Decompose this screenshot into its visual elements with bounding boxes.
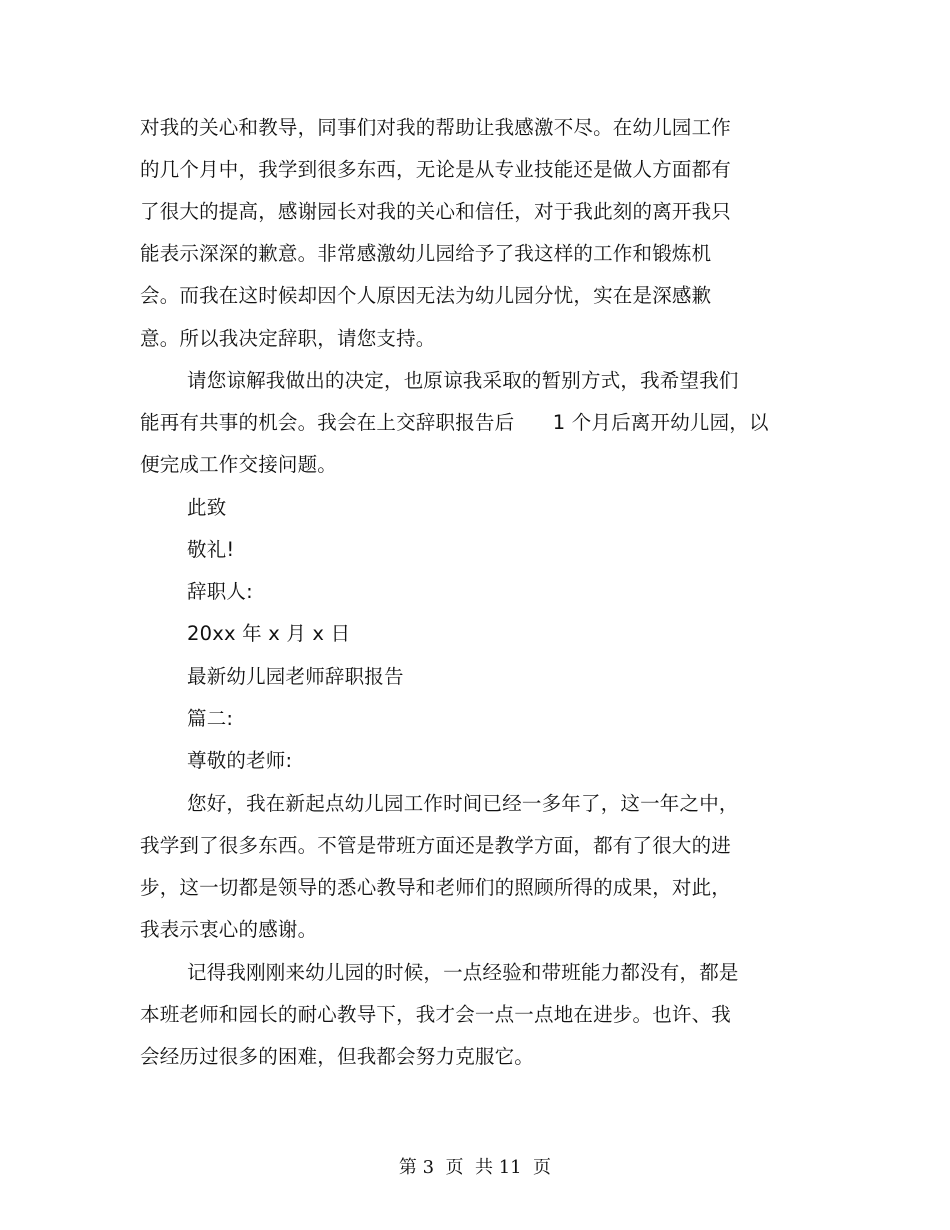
body-line: 我表示衷心的感谢。 [140,918,318,941]
body-line: 能表示深深的歉意。非常感激幼儿园给予了我这样的工作和锻炼机 [140,242,712,265]
body-line: 意。所以我决定辞职，请您支持。 [140,327,436,350]
closing-line: 此致 [187,496,227,519]
section-title: 最新幼儿园老师辞职报告 [187,665,404,688]
body-line: 对我的关心和教导，同事们对我的帮助让我感激不尽。在幼儿园工作 [140,116,732,139]
signature-label: 辞职人: [187,580,253,603]
closing-line: 敬礼! [187,538,235,561]
page-footer: 第 3 页 共 11 页 [398,1157,552,1178]
body-line: 便完成工作交接问题。 [140,453,338,476]
body-line: 的几个月中，我学到很多东西，无论是从专业技能还是做人方面都有 [140,158,732,181]
body-line: 会经历过很多的困难，但我都会努力克服它。 [140,1045,535,1068]
body-line: 能再有共事的机会。我会在上交辞职报告后 1 个月后离开幼儿园，以 [140,411,769,434]
salutation: 尊敬的老师: [187,749,293,772]
date-line: 20xx 年 x 月 x 日 [187,622,351,645]
body-line: 您好，我在新起点幼儿园工作时间已经一多年了，这一年之中， [187,792,739,815]
body-line: 记得我刚刚来幼儿园的时候，一点经验和带班能力都没有，都是 [187,961,739,984]
body-line: 了很大的提高，感谢园长对我的关心和信任，对于我此刻的离开我只 [140,200,732,223]
body-line: 本班老师和园长的耐心教导下，我才会一点一点地在进步。也许、我 [140,1003,732,1026]
body-line: 请您谅解我做出的决定，也原谅我采取的暂别方式，我希望我们 [187,369,739,392]
body-line: 步，这一切都是领导的悉心教导和老师们的照顾所得的成果，对此， [140,876,732,899]
body-line: 会。而我在这时候却因个人原因无法为幼儿园分忧，实在是深感歉 [140,284,712,307]
body-line: 我学到了很多东西。不管是带班方面还是教学方面，都有了很大的进 [140,834,732,857]
section-label: 篇二: [187,707,234,730]
